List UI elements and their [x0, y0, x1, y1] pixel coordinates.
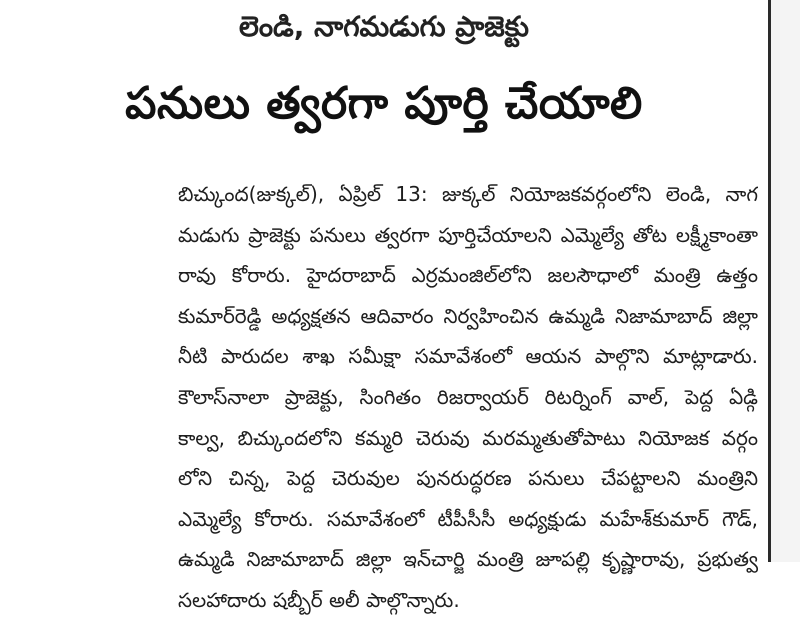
article-body-line: కుమార్‌రెడ్డి అధ్యక్షతన ఆదివారం నిర్వహించిన ఉమ్మడి నిజామాబాద్ జిల్లా [178, 303, 758, 328]
article-body-line: మడుగు ప్రాజెక్టు పనులు త్వరగా పూర్తిచేయాలని ఎమ్మెల్యే తోట లక్ష్మీకాంతా [178, 222, 758, 247]
article-body-line: సలహాదారు షబ్బీర్ అలీ పాల్గొన్నారు. [178, 587, 460, 612]
article-body-line: లోని చిన్న, పెద్ద చెరువుల పునరుద్ధరణ పనులు చేపట్టాలని మంత్రిని [178, 466, 758, 491]
article-kicker: లెండి, నాగమడుగు ప్రాజెక్టు [238, 10, 529, 43]
article-body [178, 174, 758, 621]
article-body-line: నీటి పారుదల శాఖ సమీక్షా సమావేశంలో ఆయన పాల్గొని మాట్లాడారు. [178, 344, 758, 369]
article-body-line: కాల్వ, బిచ్కుందలోని కమ్మరి చెరువు మరమ్మతుతోపాటు నియోజక వర్గం [178, 425, 758, 450]
article-body-line: కౌలాస్‌నాలా ప్రాజెక్టు, సింగితం రిజర్వాయర్ రిటర్నింగ్ వాల్, పెద్ద ఏడ్గి [178, 384, 758, 409]
article-headline: పనులు త్వరగా పూర్తి చేయాలి [125, 78, 643, 129]
article-body-line: రావు కోరారు. హైదరాబాద్ ఎర్రమంజిల్‌లోని జలసౌధాలో మంత్రి ఉత్తం [178, 263, 758, 288]
article-body-line: బిచ్కుంద(జుక్కల్), ఏప్రిల్ 13: జుక్కల్ నియోజకవర్గంలోని లెండి, నాగ [178, 182, 758, 206]
adjacent-column-edge [771, 0, 800, 562]
article-body-line: ఉమ్మడి నిజామాబాద్ జిల్లా ఇన్‌చార్జి మంత్రి జూపల్లి కృష్ణారావు, ప్రభుత్వ [178, 547, 758, 572]
article-body-line: ఎమ్మెల్యే కోరారు. సమావేశంలో టీపీసీసీ అధ్యక్షుడు మహేశ్‌కుమార్ గౌడ్, [178, 506, 758, 531]
